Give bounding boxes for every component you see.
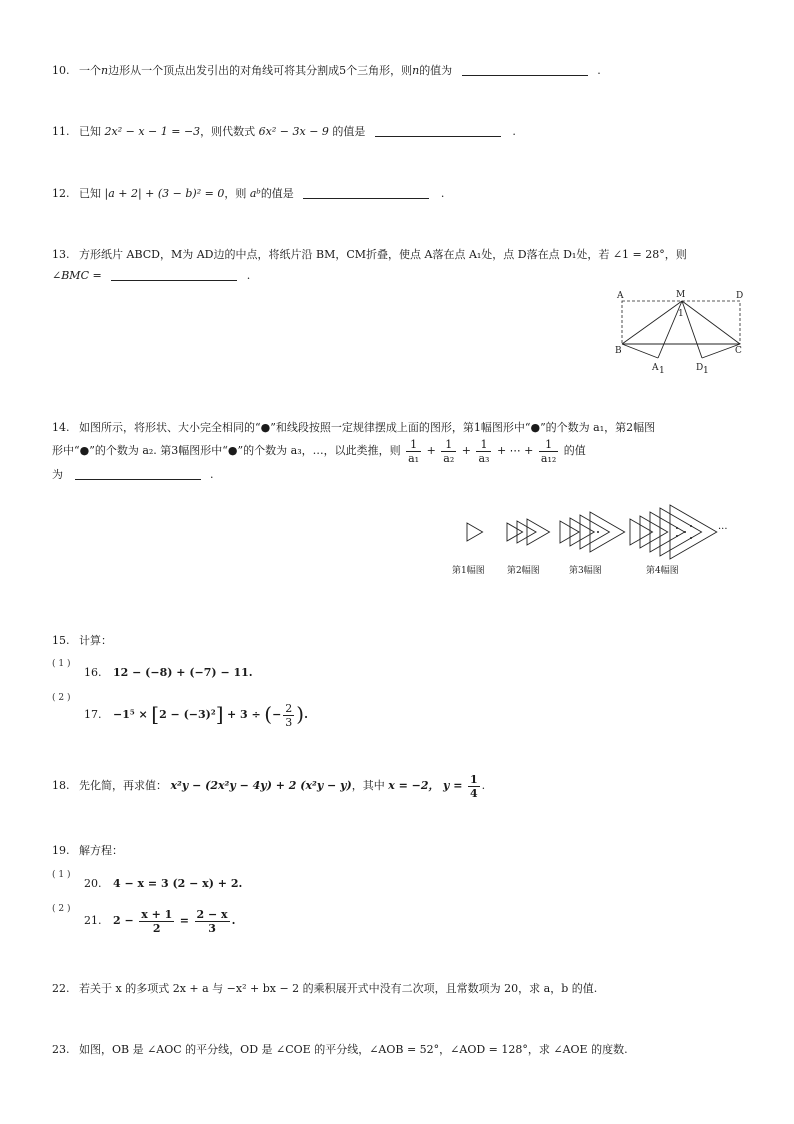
math-expression: y = bbox=[443, 779, 463, 792]
question-number: 14. bbox=[52, 421, 70, 434]
question-number: 10. bbox=[52, 64, 70, 77]
math-expression: x²y − (2x²y − 4y) + 2 (x²y − y) bbox=[170, 779, 352, 792]
question-number: 13. bbox=[52, 248, 70, 261]
fraction: $\frac{1}{\text{a₁₂}}$ bbox=[540, 437, 557, 465]
question-text: 已知 bbox=[79, 187, 101, 200]
answer-blank[interactable] bbox=[375, 124, 501, 137]
minus-sign: − bbox=[272, 708, 282, 721]
question-text: ，则 bbox=[224, 187, 247, 200]
question-number: 22. bbox=[52, 982, 70, 995]
pattern-1-triangle bbox=[467, 523, 483, 541]
folding-figure bbox=[612, 286, 752, 376]
question-number: 17. bbox=[84, 708, 102, 721]
label-A1-sub: 1 bbox=[659, 366, 665, 376]
question-text: 边形从一个顶点出发引出的对角线可将其分割成5个三角形，则 bbox=[108, 64, 413, 77]
pattern-4-triangle bbox=[640, 516, 668, 548]
question-title: 计算： bbox=[79, 634, 112, 647]
label-D1: D bbox=[696, 363, 704, 373]
question-title: 解方程： bbox=[79, 844, 123, 857]
paren: ) bbox=[296, 702, 305, 726]
fraction: $\frac{x + 1}{2}$ bbox=[141, 907, 173, 935]
label-A: A bbox=[617, 291, 624, 301]
fraction: $\frac{2 - x}{3}$ bbox=[196, 907, 228, 935]
question-text: 为 bbox=[52, 468, 63, 481]
label-D1-sub: 1 bbox=[703, 366, 709, 376]
math-expression: 2x² − x − 1 = −3 bbox=[104, 125, 201, 138]
pattern-dot bbox=[684, 531, 686, 533]
pattern-dot bbox=[597, 531, 599, 533]
pattern-4-triangle bbox=[630, 519, 653, 545]
triangle-pattern-figure bbox=[455, 503, 755, 563]
equals-sign: = bbox=[179, 914, 190, 927]
end-mark: . bbox=[597, 64, 601, 77]
question-12 bbox=[52, 186, 444, 202]
question-18 bbox=[52, 772, 485, 800]
fraction: $\frac{1}{\text{a₁}}$ bbox=[408, 437, 420, 465]
pattern-4-triangle bbox=[660, 508, 702, 556]
question-19 bbox=[52, 843, 123, 859]
question-14-line2 bbox=[52, 436, 586, 466]
pattern-label-3: 第3幅图 bbox=[569, 566, 602, 576]
subquestion-index: ( 2 ) bbox=[52, 693, 71, 703]
subquestion-index: ( 2 ) bbox=[52, 904, 71, 914]
pattern-2-triangle bbox=[517, 521, 536, 543]
math-var: n bbox=[101, 64, 109, 77]
pattern-label-2: 第2幅图 bbox=[507, 566, 540, 576]
paren: ( bbox=[264, 702, 273, 726]
end-mark: . bbox=[231, 914, 236, 927]
question-text: 一个 bbox=[79, 64, 101, 77]
math-expression: 2 − bbox=[113, 914, 134, 927]
question-text: 的值为 bbox=[419, 64, 453, 77]
pattern-ellipsis: ··· bbox=[718, 524, 728, 535]
question-number: 19. bbox=[52, 844, 70, 857]
pattern-2-triangle bbox=[527, 519, 550, 545]
end-mark: . bbox=[440, 187, 445, 200]
math-expression: 4 − x = 3 (2 − x) + 2. bbox=[113, 877, 243, 890]
question-13 bbox=[52, 247, 687, 263]
question-22 bbox=[52, 981, 597, 997]
question-text: 先化简，再求值： bbox=[79, 779, 167, 792]
end-mark: . bbox=[246, 269, 251, 282]
label-B: B bbox=[615, 346, 622, 356]
label-A1: A bbox=[652, 363, 659, 373]
question-number: 23. bbox=[52, 1043, 70, 1056]
question-21 bbox=[84, 907, 235, 935]
math-expression: ∠BMC = bbox=[52, 269, 102, 282]
question-text: 形中“●”的个数为 a₂. 第3幅图形中“●”的个数为 a₃，…，以此类推，则 bbox=[52, 444, 401, 457]
question-14 bbox=[52, 420, 655, 436]
end-mark: . bbox=[481, 779, 486, 792]
math-expression: 12 − (−8) + (−7) − 11. bbox=[113, 666, 253, 679]
label-D: D bbox=[736, 291, 744, 301]
question-number: 16. bbox=[84, 666, 102, 679]
question-14-line3 bbox=[52, 467, 214, 483]
pattern-4-triangle bbox=[670, 505, 717, 559]
subquestion-index: ( 1 ) bbox=[52, 659, 71, 669]
label-C: C bbox=[735, 346, 742, 356]
question-13-line2 bbox=[52, 268, 250, 284]
ellipsis-sum: + ⋯ + bbox=[496, 444, 534, 457]
end-mark: . bbox=[210, 468, 214, 481]
math-expression: 2 − (−3)² bbox=[159, 708, 216, 721]
fraction: $\frac{1}{\text{a₃}}$ bbox=[478, 437, 490, 465]
math-var: n bbox=[412, 64, 420, 77]
answer-blank[interactable] bbox=[303, 186, 429, 199]
question-text: 若关于 x 的多项式 2x + a 与 −x² + bx − 2 的乘积展开式中没有二次项，且常数项为 20，求 a，b 的值. bbox=[79, 982, 598, 995]
question-10 bbox=[52, 63, 601, 79]
plus-sign: + bbox=[461, 444, 471, 457]
question-text: 的值 bbox=[563, 444, 586, 457]
bracket: [ bbox=[151, 702, 160, 726]
question-text: 的值是 bbox=[332, 125, 366, 138]
question-text: 方形纸片 ABCD，M为 AD边的中点，将纸片沿 BM，CM折叠，使点 A落在点 A₁处，点 D落在点 D₁处，若 ∠1 = 28°，则 bbox=[79, 248, 687, 261]
question-number: 15. bbox=[52, 634, 70, 647]
pattern-dot bbox=[690, 537, 692, 539]
pattern-3-triangle bbox=[570, 518, 594, 546]
pattern-2-triangle bbox=[507, 523, 523, 541]
question-text: ，其中 bbox=[351, 779, 385, 792]
pattern-3-triangle bbox=[590, 512, 625, 552]
math-expression: aᵇ bbox=[249, 187, 261, 200]
pattern-label-1: 第1幅图 bbox=[452, 566, 485, 576]
pattern-3-triangle bbox=[560, 521, 579, 543]
question-text: 的值是 bbox=[260, 187, 294, 200]
answer-blank[interactable] bbox=[462, 63, 588, 76]
math-expression: 6x² − 3x − 9 bbox=[258, 125, 329, 138]
question-text: 如图，OB 是 ∠AOC 的平分线，OD 是 ∠COE 的平分线，∠AOB = 52°，∠AOD = 128°，求 ∠AOE 的度数. bbox=[79, 1043, 628, 1056]
math-expression: + 3 ÷ bbox=[227, 708, 261, 721]
fraction: $\frac{1}{4}$ bbox=[469, 772, 478, 800]
math-expression: |a + 2| + (3 − b)² = 0 bbox=[104, 187, 225, 200]
pattern-dot bbox=[676, 527, 678, 529]
fraction: $\frac{2}{3}$ bbox=[285, 701, 293, 729]
question-number: 11. bbox=[52, 125, 70, 138]
question-17 bbox=[84, 700, 308, 729]
question-16 bbox=[84, 665, 253, 681]
question-11 bbox=[52, 124, 516, 140]
label-angle-1: 1 bbox=[678, 309, 684, 319]
question-23 bbox=[52, 1042, 628, 1058]
question-15 bbox=[52, 633, 112, 649]
question-text: ，则代数式 bbox=[200, 125, 256, 138]
question-number: 20. bbox=[84, 877, 102, 890]
question-number: 12. bbox=[52, 187, 70, 200]
math-expression: −1⁵ × bbox=[113, 708, 148, 721]
question-text: 如图所示，将形状、大小完全相同的“●”和线段按照一定规律摆成上面的图形，第1幅图形中“●”的个数为 a₁，第2幅图 bbox=[79, 421, 656, 434]
fraction: $\frac{1}{\text{a₂}}$ bbox=[443, 437, 455, 465]
plus-sign: + bbox=[426, 444, 436, 457]
question-text: 已知 bbox=[79, 125, 101, 138]
subquestion-index: ( 1 ) bbox=[52, 870, 71, 880]
end-mark: . bbox=[512, 125, 516, 138]
pattern-dot bbox=[676, 535, 678, 537]
question-number: 18. bbox=[52, 779, 70, 792]
pattern-label-4: 第4幅图 bbox=[646, 566, 679, 576]
bracket: ] bbox=[215, 702, 224, 726]
end-mark: . bbox=[304, 708, 308, 721]
math-expression: x = −2， bbox=[388, 779, 440, 792]
question-20 bbox=[84, 876, 242, 892]
label-M: M bbox=[676, 290, 686, 300]
answer-blank[interactable] bbox=[111, 268, 237, 281]
question-number: 21. bbox=[84, 914, 102, 927]
pattern-dot bbox=[690, 525, 692, 527]
answer-blank[interactable] bbox=[75, 467, 201, 480]
